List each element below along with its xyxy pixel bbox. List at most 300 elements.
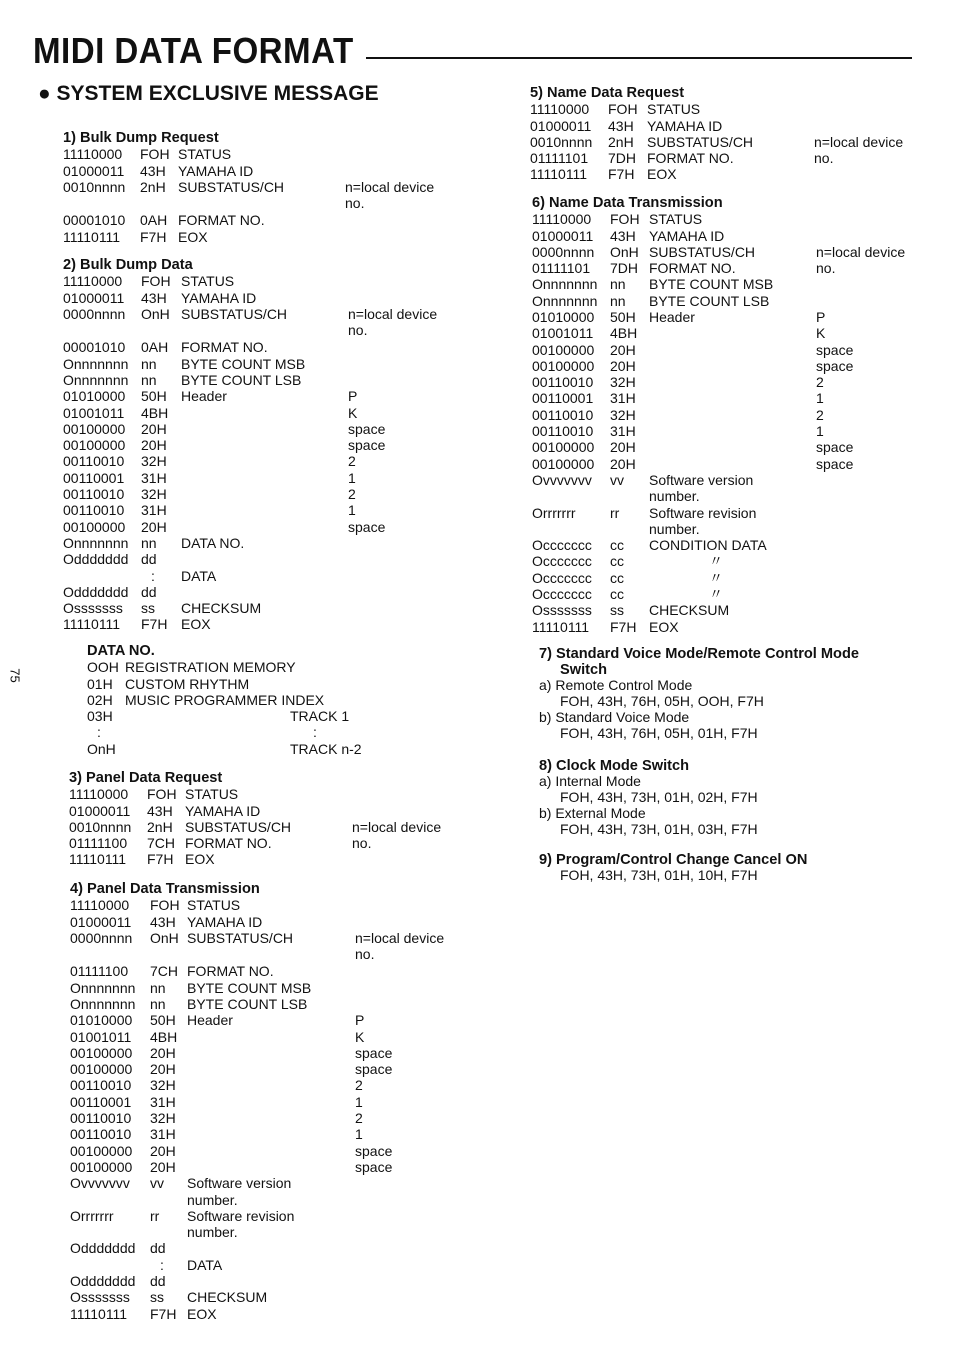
note: space	[348, 518, 386, 535]
message-row	[63, 388, 358, 405]
message-row	[70, 1142, 393, 1159]
hex-value: cc	[610, 586, 624, 603]
description: SUBSTATUS/CH	[187, 929, 294, 946]
hex-value: 7CH	[150, 963, 179, 980]
binary-value: 00110010	[532, 423, 594, 440]
binary-value: 00110010	[70, 1077, 132, 1094]
hex-value: 20H	[610, 341, 636, 358]
track: :	[313, 724, 317, 741]
binary-value: 00110010	[70, 1110, 132, 1127]
note: n=local device	[814, 133, 904, 150]
hex-value: 20H	[610, 439, 636, 456]
hex-value: nn	[141, 371, 157, 388]
binary-value: Onnnnnnn	[63, 534, 129, 551]
hex-value: FOH	[150, 897, 180, 914]
block-heading: 5) Name Data Request	[530, 85, 685, 101]
note: space	[816, 357, 854, 374]
hex-value: cc	[610, 569, 624, 586]
bullet-icon: ●	[38, 82, 51, 105]
description: DATA	[181, 567, 217, 584]
message-row	[532, 504, 757, 521]
binary-value: 01001011	[63, 404, 125, 421]
code: 03H	[87, 708, 113, 725]
note: space	[816, 455, 854, 472]
description: number.	[649, 520, 700, 537]
message-row	[70, 963, 274, 980]
message-row	[532, 211, 723, 227]
block-heading: 3) Panel Data Request	[69, 770, 223, 786]
code: OOH	[87, 659, 119, 676]
description: YAMAHA ID	[647, 117, 723, 134]
binary-value: 00110010	[70, 1126, 132, 1143]
binary-value: 00100000	[532, 455, 595, 472]
description: REGISTRATION MEMORY	[125, 659, 296, 676]
message-row	[70, 1257, 260, 1273]
binary-value: 0010nnnn	[530, 133, 593, 150]
heading-7-line2: Switch	[560, 662, 608, 679]
description: STATUS	[185, 786, 239, 803]
sub-b-label: b) Standard Voice Mode	[539, 709, 690, 725]
message-row	[63, 162, 254, 179]
binary-value: Onnnnnnn	[63, 355, 129, 372]
hex-value: 32H	[150, 1077, 176, 1094]
hex-value: OnH	[150, 929, 179, 946]
message-row	[63, 584, 193, 600]
binary-value: 00100000	[70, 1044, 133, 1061]
message-row	[532, 439, 854, 456]
binary-value: Onnnnnnn	[532, 292, 598, 309]
description: BYTE COUNT LSB	[187, 995, 308, 1012]
description: 〃	[709, 569, 723, 586]
note: no.	[348, 322, 368, 339]
track: TRACK n-2	[290, 740, 362, 757]
binary-value: 01000011	[69, 802, 131, 819]
hex-value: nn	[150, 979, 166, 996]
message-row	[530, 101, 701, 118]
binary-value: 00100000	[63, 437, 126, 454]
block-name-data-transmission	[532, 195, 906, 635]
note: P	[355, 1012, 365, 1029]
message-row	[70, 929, 445, 946]
description: CHECKSUM	[181, 600, 262, 617]
description: YAMAHA ID	[178, 162, 254, 179]
heading-7-line1: 7) Standard Voice Mode/Remote Control Mode	[539, 646, 860, 662]
binary-value: 11110000	[70, 897, 130, 914]
binary-value: Onnnnnnn	[70, 979, 136, 996]
binary-value: 00110001	[532, 390, 594, 407]
hex-value: 43H	[140, 162, 166, 179]
message-row	[63, 273, 235, 290]
binary-value: 11110111	[532, 618, 590, 635]
binary-value: 01000011	[532, 227, 594, 244]
message-row	[63, 600, 262, 617]
hex-value: 31H	[610, 390, 636, 407]
data-no-row	[87, 691, 325, 708]
hex-value: vv	[610, 471, 624, 488]
description: YAMAHA ID	[181, 289, 257, 306]
description: FORMAT NO.	[649, 260, 736, 277]
message-row	[532, 423, 824, 440]
note: 1	[348, 469, 356, 486]
description: Software version	[187, 1175, 292, 1192]
note: no.	[345, 195, 365, 212]
message-row	[532, 586, 723, 602]
hex-value: 31H	[610, 423, 636, 440]
note: space	[348, 437, 386, 454]
binary-value: 00110001	[63, 469, 125, 486]
message-row	[532, 537, 767, 554]
note: n=local device	[352, 818, 442, 835]
description: BYTE COUNT MSB	[187, 979, 312, 996]
message-row	[530, 117, 723, 134]
hex-value: ss	[150, 1289, 164, 1306]
binary-value: 01001011	[70, 1028, 132, 1045]
description: STATUS	[187, 897, 241, 914]
binary-value: Occccccc	[532, 553, 592, 570]
binary-value: 0010nnnn	[63, 178, 126, 195]
binary-value: 11110111	[70, 1305, 128, 1322]
hex-value: 43H	[147, 802, 173, 819]
description: CHECKSUM	[187, 1289, 268, 1306]
note: 2	[816, 374, 824, 391]
binary-value: 00001010	[63, 212, 126, 229]
description: number.	[649, 488, 700, 505]
hex-value: cc	[610, 553, 624, 570]
block-heading: 2) Bulk Dump Data	[63, 257, 193, 273]
message-row	[70, 1224, 260, 1240]
block-program-control-cancel	[539, 852, 807, 884]
hex-value: F7H	[140, 228, 167, 245]
message-row	[63, 616, 211, 633]
message-row	[530, 166, 684, 182]
hex-value: 20H	[150, 1044, 176, 1061]
hex-value: 32H	[610, 406, 636, 423]
note: space	[816, 341, 854, 358]
hex-value: FOH	[140, 146, 170, 163]
message-row	[63, 486, 356, 503]
hex-value: rr	[150, 1207, 160, 1224]
description: Header	[187, 1012, 233, 1029]
binary-value: 11110000	[530, 101, 590, 118]
hex-value: 43H	[608, 117, 634, 134]
note: 2	[348, 486, 356, 503]
description: 〃	[709, 553, 723, 570]
note: 2	[816, 406, 824, 423]
section-title-text: SYSTEM EXCLUSIVE MESSAGE	[56, 82, 379, 105]
hex-value: nn	[150, 995, 166, 1012]
hex-value: 20H	[150, 1061, 176, 1078]
message-row	[63, 146, 232, 163]
message-row	[63, 518, 386, 535]
binary-value: Occccccc	[532, 569, 592, 586]
hex-value: :	[160, 1256, 164, 1273]
hex-value: OnH	[141, 305, 170, 322]
hex-value: cc	[610, 537, 624, 554]
message-row	[532, 228, 723, 244]
message-row	[532, 341, 854, 358]
message-row	[70, 1126, 363, 1143]
message-row	[70, 1175, 292, 1192]
data-no-heading: DATA NO.	[87, 643, 155, 659]
binary-value: 01000011	[63, 289, 125, 306]
description: CONDITION DATA	[649, 537, 767, 554]
hex-value: 43H	[141, 289, 167, 306]
binary-value: Orrrrrrr	[532, 504, 576, 521]
binary-value: Onnnnnnn	[532, 276, 598, 293]
message-row	[69, 818, 442, 835]
description: BYTE COUNT MSB	[649, 276, 774, 293]
note: 2	[355, 1077, 363, 1094]
binary-value: 00100000	[70, 1142, 133, 1159]
binary-value: 01111100	[69, 835, 128, 852]
message-row	[70, 1240, 260, 1256]
message-row	[63, 305, 438, 322]
code: 01H	[87, 675, 113, 692]
hex-value: 31H	[141, 469, 167, 486]
description: EOX	[178, 228, 208, 245]
binary-value: 00100000	[532, 341, 595, 358]
note: no.	[355, 946, 375, 963]
binary-value: Oddddddd	[63, 583, 129, 600]
note: 1	[816, 390, 824, 407]
message-row	[532, 374, 824, 391]
description: YAMAHA ID	[187, 913, 263, 930]
binary-value: 01010000	[70, 1012, 133, 1029]
message-row	[63, 567, 217, 584]
hex-value: 20H	[150, 1158, 176, 1175]
description: FORMAT NO.	[185, 835, 272, 852]
page-title: MIDI DATA FORMAT	[33, 30, 354, 71]
message-row	[63, 453, 356, 470]
description: Software revision	[649, 504, 757, 521]
hex-value: 31H	[141, 502, 167, 519]
description: STATUS	[178, 146, 232, 163]
message-row	[70, 995, 308, 1012]
hex-value: 20H	[141, 420, 167, 437]
hex-value: 2nH	[140, 178, 166, 195]
binary-value: 00001010	[63, 339, 126, 356]
description: SUBSTATUS/CH	[647, 133, 754, 150]
hex-value: FOH	[141, 273, 171, 290]
description: BYTE COUNT LSB	[181, 371, 302, 388]
data-no-row	[87, 659, 296, 676]
note: no.	[814, 150, 834, 167]
binary-value: 11110000	[63, 273, 123, 290]
code: :	[97, 724, 101, 741]
message-row	[70, 979, 312, 996]
message-row	[70, 1192, 260, 1208]
note: space	[348, 420, 386, 437]
description: MUSIC PROGRAMMER INDEX	[125, 691, 325, 708]
description: Software version	[649, 471, 754, 488]
hex-value: 4BH	[610, 325, 638, 342]
page-number: 75	[7, 668, 23, 683]
binary-value: Onnnnnnn	[70, 995, 136, 1012]
message-row	[70, 1093, 363, 1110]
description: EOX	[649, 618, 679, 635]
binary-value: 0000nnnn	[70, 929, 133, 946]
note: 2	[355, 1110, 363, 1127]
binary-value: 00110001	[70, 1093, 132, 1110]
message-row	[530, 133, 904, 150]
message-row	[70, 1028, 365, 1045]
hex-value: F7H	[610, 618, 637, 635]
binary-value: Oddddddd	[70, 1273, 136, 1290]
note: 1	[816, 423, 824, 440]
binary-value: Oddddddd	[70, 1240, 136, 1257]
description: YAMAHA ID	[649, 227, 725, 244]
message-row	[63, 437, 386, 454]
hex-value: nn	[141, 534, 157, 551]
description: BYTE COUNT MSB	[181, 355, 306, 372]
hex-value: nn	[141, 355, 157, 372]
track: TRACK 1	[290, 708, 350, 725]
hex-value: 20H	[141, 437, 167, 454]
note: n=local device	[348, 305, 438, 322]
description: EOX	[181, 616, 211, 633]
hex-value: nn	[610, 276, 626, 293]
binary-value: Ovvvvvvv	[70, 1175, 130, 1192]
binary-value: 0000nnnn	[532, 243, 595, 260]
message-row	[70, 1061, 393, 1078]
message-row	[70, 1289, 268, 1306]
binary-value: 00100000	[70, 1061, 133, 1078]
note: K	[348, 404, 358, 421]
message-row	[532, 390, 824, 407]
hex-value: :	[151, 567, 155, 584]
message-row	[69, 786, 239, 803]
description: SUBSTATUS/CH	[649, 243, 756, 260]
binary-value: 11110000	[532, 211, 592, 228]
binary-value: 11110111	[63, 616, 121, 633]
data-no-row	[87, 708, 350, 725]
message-row	[63, 404, 358, 421]
message-row	[70, 1044, 393, 1061]
hex-value: F7H	[608, 166, 635, 183]
data-no-row	[87, 675, 250, 692]
note: 1	[348, 502, 356, 519]
hex-value: 4BH	[141, 404, 169, 421]
hex-value: 2nH	[608, 133, 634, 150]
binary-value: 00110010	[532, 406, 594, 423]
description: FORMAT NO.	[178, 212, 265, 229]
description: DATA NO.	[181, 534, 245, 551]
message-row	[63, 339, 268, 356]
hex-value: F7H	[141, 616, 168, 633]
note: n=local device	[345, 178, 435, 195]
message-row	[532, 292, 770, 309]
block-heading: 6) Name Data Transmission	[532, 195, 723, 211]
binary-value: Osssssss	[532, 602, 592, 619]
description: STATUS	[649, 211, 703, 228]
sub-bytes: FOH, 43H, 73H, 01H, 10H, F7H	[560, 867, 758, 884]
hex-value: 20H	[610, 455, 636, 472]
description: EOX	[185, 851, 215, 868]
message-row	[532, 521, 723, 537]
binary-value: 0010nnnn	[69, 818, 132, 835]
binary-value: Occccccc	[532, 537, 592, 554]
message-row	[532, 455, 854, 472]
message-row	[532, 357, 854, 374]
binary-value: 00110010	[63, 486, 125, 503]
hex-value: 7DH	[608, 150, 637, 167]
hex-value: 20H	[150, 1142, 176, 1159]
hex-value: 43H	[150, 913, 176, 930]
message-row	[532, 308, 826, 325]
description: number.	[187, 1191, 238, 1208]
message-row	[532, 570, 723, 586]
message-row	[63, 178, 435, 195]
description: CHECKSUM	[649, 602, 730, 619]
section-title	[38, 82, 379, 106]
hex-value: 0AH	[140, 212, 168, 229]
description: SUBSTATUS/CH	[185, 818, 292, 835]
hex-value: FOH	[147, 786, 177, 803]
binary-value: 01111101	[530, 150, 589, 167]
sub-a-bytes: FOH, 43H, 73H, 01H, 02H, F7H	[560, 789, 758, 805]
hex-value: dd	[141, 583, 157, 600]
message-row	[63, 195, 365, 212]
code: 02H	[87, 691, 113, 708]
message-row	[70, 946, 375, 963]
hex-value: FOH	[608, 101, 638, 118]
binary-value: 11110111	[63, 228, 121, 245]
note: n=local device	[816, 243, 906, 260]
description: 〃	[709, 586, 723, 603]
hex-value: 31H	[150, 1093, 176, 1110]
hex-value: F7H	[147, 851, 174, 868]
heading-9: 9) Program/Control Change Cancel ON	[539, 852, 808, 868]
hex-value: rr	[610, 504, 620, 521]
message-row	[70, 1273, 260, 1289]
title-rule	[366, 57, 912, 59]
block-panel-data-transmission	[70, 881, 445, 1322]
binary-value: 00100000	[63, 518, 126, 535]
message-row	[70, 1012, 365, 1029]
message-row	[69, 802, 261, 819]
binary-value: Occccccc	[532, 586, 592, 603]
description: FORMAT NO.	[647, 150, 734, 167]
message-row	[532, 471, 754, 488]
message-row	[63, 289, 257, 306]
message-row	[70, 913, 263, 930]
note: no.	[816, 260, 836, 277]
hex-value: 43H	[610, 227, 636, 244]
binary-value: 01000011	[63, 162, 125, 179]
message-row	[63, 420, 386, 437]
description: YAMAHA ID	[185, 802, 261, 819]
binary-value: 01010000	[532, 308, 595, 325]
message-row	[532, 325, 826, 342]
hex-value: dd	[150, 1240, 166, 1257]
message-row	[70, 1306, 260, 1322]
hex-value: 32H	[150, 1110, 176, 1127]
hex-value: 4BH	[150, 1028, 178, 1045]
hex-value: 32H	[610, 374, 636, 391]
binary-value: Oddddddd	[63, 551, 129, 568]
note: K	[355, 1028, 365, 1045]
block-heading: 4) Panel Data Transmission	[70, 881, 260, 897]
message-row	[63, 534, 245, 551]
hex-value: 2nH	[147, 818, 173, 835]
data-no-row	[87, 740, 362, 757]
description: Header	[649, 308, 695, 325]
hex-value: FOH	[610, 211, 640, 228]
binary-value: 01111100	[70, 963, 129, 980]
note: 1	[355, 1126, 363, 1143]
note: space	[816, 439, 854, 456]
message-row	[70, 1207, 295, 1224]
